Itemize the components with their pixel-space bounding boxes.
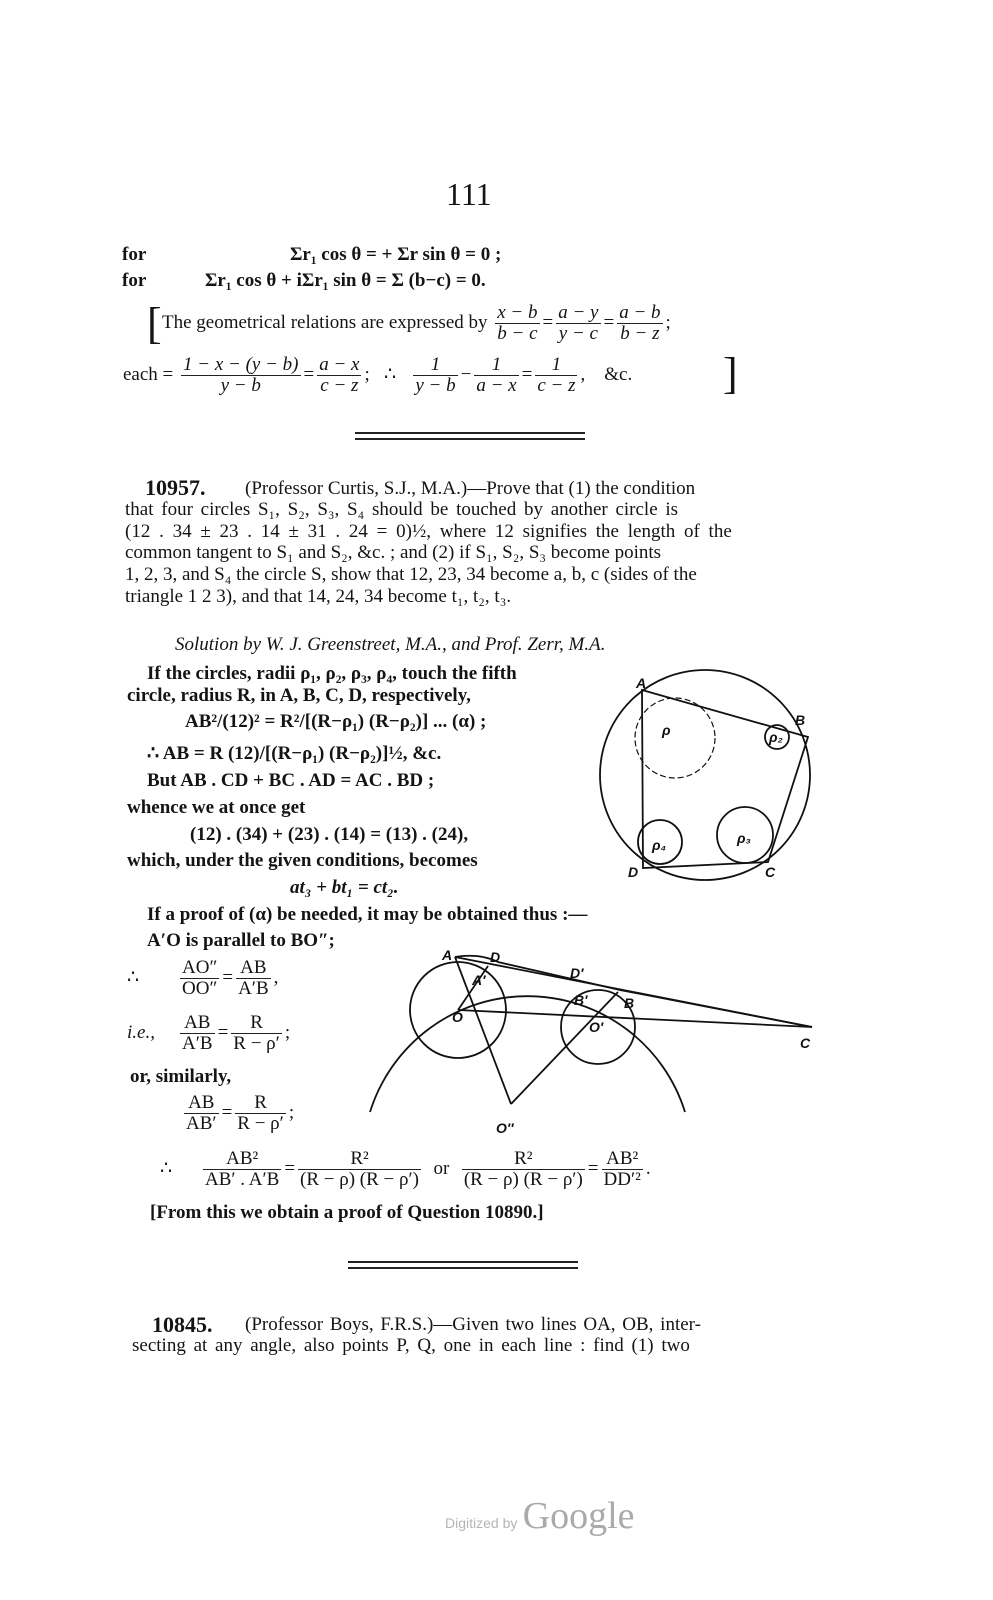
fraction: $\frac{AO''}{OO''}$ xyxy=(182,957,218,1000)
equation-line: Σr₁ cos θ = + Σr sin θ = 0 ; xyxy=(290,244,502,265)
label-o: O xyxy=(452,1009,463,1025)
solution-line: at₃ + bt₁ = ct₂. xyxy=(290,877,399,898)
close-bracket: ] xyxy=(723,349,738,398)
bracket-text: The geometrical relations are expressed by xyxy=(162,312,488,333)
solution-heading: Solution by W. J. Greenstreet, M.A., and Prof. Zerr, M.A. xyxy=(175,634,606,655)
fraction: $\frac{\text{R²}}{(R - \rho) (R - \rho')}$ xyxy=(300,1148,419,1191)
figure-tangent-circles xyxy=(370,947,812,1136)
question-number: 10957. xyxy=(145,475,206,500)
fraction: $\frac{\text{AB²}}{\text{DD′²}}$ xyxy=(603,1148,641,1191)
each-equation: each = $\frac{1 - x - (y - b)}{y - b}$ = $\frac{a - x}{c - z}$ ; ∴ $\frac{1}{y - b}$ − $\frac{1}{a - x}$ = $\frac{1}{c - z}$ , &c. xyxy=(123,354,633,397)
question-line: triangle 1 2 3), and that 14, 24, 34 become t₁, t₂, t₃. xyxy=(125,586,512,607)
solution-line: But AB . CD + BC . AD = AC . BD ; xyxy=(147,770,435,791)
label-b: B xyxy=(624,995,635,1011)
fraction: $\frac{a - x}{c - z}$ xyxy=(319,354,360,397)
line-o2b xyxy=(511,992,618,1104)
question-line: (Professor Curtis, S.J., M.A.)—Prove that (1) the condition xyxy=(245,478,696,499)
fraction: $\frac{a - y}{y - c}$ xyxy=(558,302,599,345)
fraction: $\frac{AB}{A'B}$ xyxy=(182,1012,213,1055)
for-label: for xyxy=(122,244,147,265)
equation-line: Σr₁ cos θ + iΣr₁ sin θ = Σ (b−c) = 0. xyxy=(205,270,486,291)
fraction: $\frac{\text{AB²}}{AB' . A'B}$ xyxy=(205,1148,280,1191)
fraction: $\frac{a - b}{b - z}$ xyxy=(619,302,661,345)
equation-ratio-1: ∴ $\frac{AO''}{OO''}$ = $\frac{AB}{A'B}$ , xyxy=(127,957,279,1000)
solution-line: AB²/(12)² = R²/[(R−ρ₁) (R−ρ₂)] ... (α) ; xyxy=(185,711,487,732)
fraction: $\frac{1}{a - x}$ xyxy=(476,354,517,397)
question-line: (Professor Boys, F.R.S.)—Given two lines OA, OB, inter- xyxy=(245,1314,701,1335)
label-d-prime: D′ xyxy=(570,965,584,981)
solution-line: ∴ AB = R (12)/[(R−ρ₁) (R−ρ₂)]½, &c. xyxy=(147,743,442,764)
label-rho3: ρ₃ xyxy=(737,830,751,846)
question-line: secting at any angle, also points P, Q, one in each line : find (1) two xyxy=(132,1335,690,1356)
label-o-prime: O′ xyxy=(589,1019,604,1035)
solution-line: circle, radius R, in A, B, C, D, respectively, xyxy=(127,685,471,706)
question-line: common tangent to S₁ and S₂, &c. ; and (2) if S₁, S₂, S₃ become points xyxy=(125,542,662,563)
fraction: $\frac{AB}{A'B}$ xyxy=(238,957,269,1000)
fraction: $\frac{1}{c - z}$ xyxy=(537,354,576,397)
fraction: $\frac{1}{y - b}$ xyxy=(415,354,456,397)
label-a: A xyxy=(442,947,453,963)
label-d: D xyxy=(628,864,639,880)
solution-line: (12) . (34) + (23) . (14) = (13) . (24), xyxy=(190,824,469,845)
solution-line: If a proof of (α) be needed, it may be obtained thus :— xyxy=(147,904,588,925)
label-a: A xyxy=(636,675,647,691)
fraction: $\frac{R}{R - \rho'}$ xyxy=(233,1012,280,1055)
bracket-note: The geometrical relations are expressed by $\frac{x - b}{b - c}$ = $\frac{a - y}{y - c}$ = $\frac{a - b}{b - z}$ ; xyxy=(162,302,671,345)
question-line: (12 . 34 ± 23 . 14 ± 31 . 24 = 0)½, where 12 signifies the length of the xyxy=(125,521,732,542)
page-number: 111 xyxy=(446,176,492,212)
fraction: $\frac{AB}{AB'}$ xyxy=(186,1092,217,1135)
fraction: $\frac{x - b}{b - c}$ xyxy=(497,302,538,345)
fraction: $\frac{\text{R²}}{(R - \rho) (R - \rho')}$ xyxy=(463,1148,583,1191)
label-c: C xyxy=(765,864,776,880)
solution-line: whence we at once get xyxy=(127,797,306,818)
equation-ratio-4: ∴ $\frac{\text{AB²}}{AB' . A'B}$ = $\frac{\text{R²}}{(R - \rho) (R - \rho')}$ or $\frac{\text{R²}}{(R - \rho) (R - \rho')}$ = $\frac{\text{AB²}}{\text{DD′²}}$ . xyxy=(160,1148,651,1191)
label-a-prime: A′ xyxy=(472,972,486,988)
for-label: for xyxy=(122,270,147,291)
label-rho2: ρ₂ xyxy=(769,729,783,745)
fifth-circle xyxy=(600,670,810,880)
fraction: $\frac{1 - x - (y - b)}{y - b}$ xyxy=(183,354,299,397)
solution-line: or, similarly, xyxy=(130,1066,232,1087)
question-number: 10845. xyxy=(152,1312,213,1337)
solution-line: [From this we obtain a proof of Question 10890.] xyxy=(150,1202,544,1223)
label-o-double-prime: O″ xyxy=(496,1120,514,1136)
solution-line: If the circles, radii ρ₁, ρ₂, ρ₃, ρ₄, touch the fifth xyxy=(147,663,517,684)
figure-quadrilateral-circles xyxy=(600,670,810,880)
open-bracket: [ xyxy=(147,299,162,348)
solution-line: which, under the given conditions, becomes xyxy=(127,850,478,871)
label-d: D xyxy=(490,949,501,965)
fraction: $\frac{R}{R - \rho'}$ xyxy=(237,1092,284,1135)
google-watermark: Digitized by Google xyxy=(445,1495,635,1537)
circle-rho1 xyxy=(635,698,715,778)
quadrilateral-abcd xyxy=(642,690,808,868)
solution-line: A′O is parallel to BO″; xyxy=(147,930,335,951)
label-rho4: ρ₄ xyxy=(652,837,667,853)
question-line: that four circles S₁, S₂, S₃, S₄ should be touched by another circle is xyxy=(125,499,679,520)
label-c: C xyxy=(800,1035,811,1051)
equation-ratio-3: $\frac{AB}{AB'}$ = $\frac{R}{R - \rho'}$ ; xyxy=(186,1092,295,1135)
label-rho1: ρ xyxy=(662,722,671,738)
equation-ratio-2: i.e., $\frac{AB}{A'B}$ = $\frac{R}{R - \rho'}$ ; xyxy=(127,1012,291,1055)
question-line: 1, 2, 3, and S₄ the circle S, show that 12, 23, 34 become a, b, c (sides of the xyxy=(125,564,697,585)
label-b: B xyxy=(795,712,806,728)
label-b-prime: B′ xyxy=(574,992,588,1008)
